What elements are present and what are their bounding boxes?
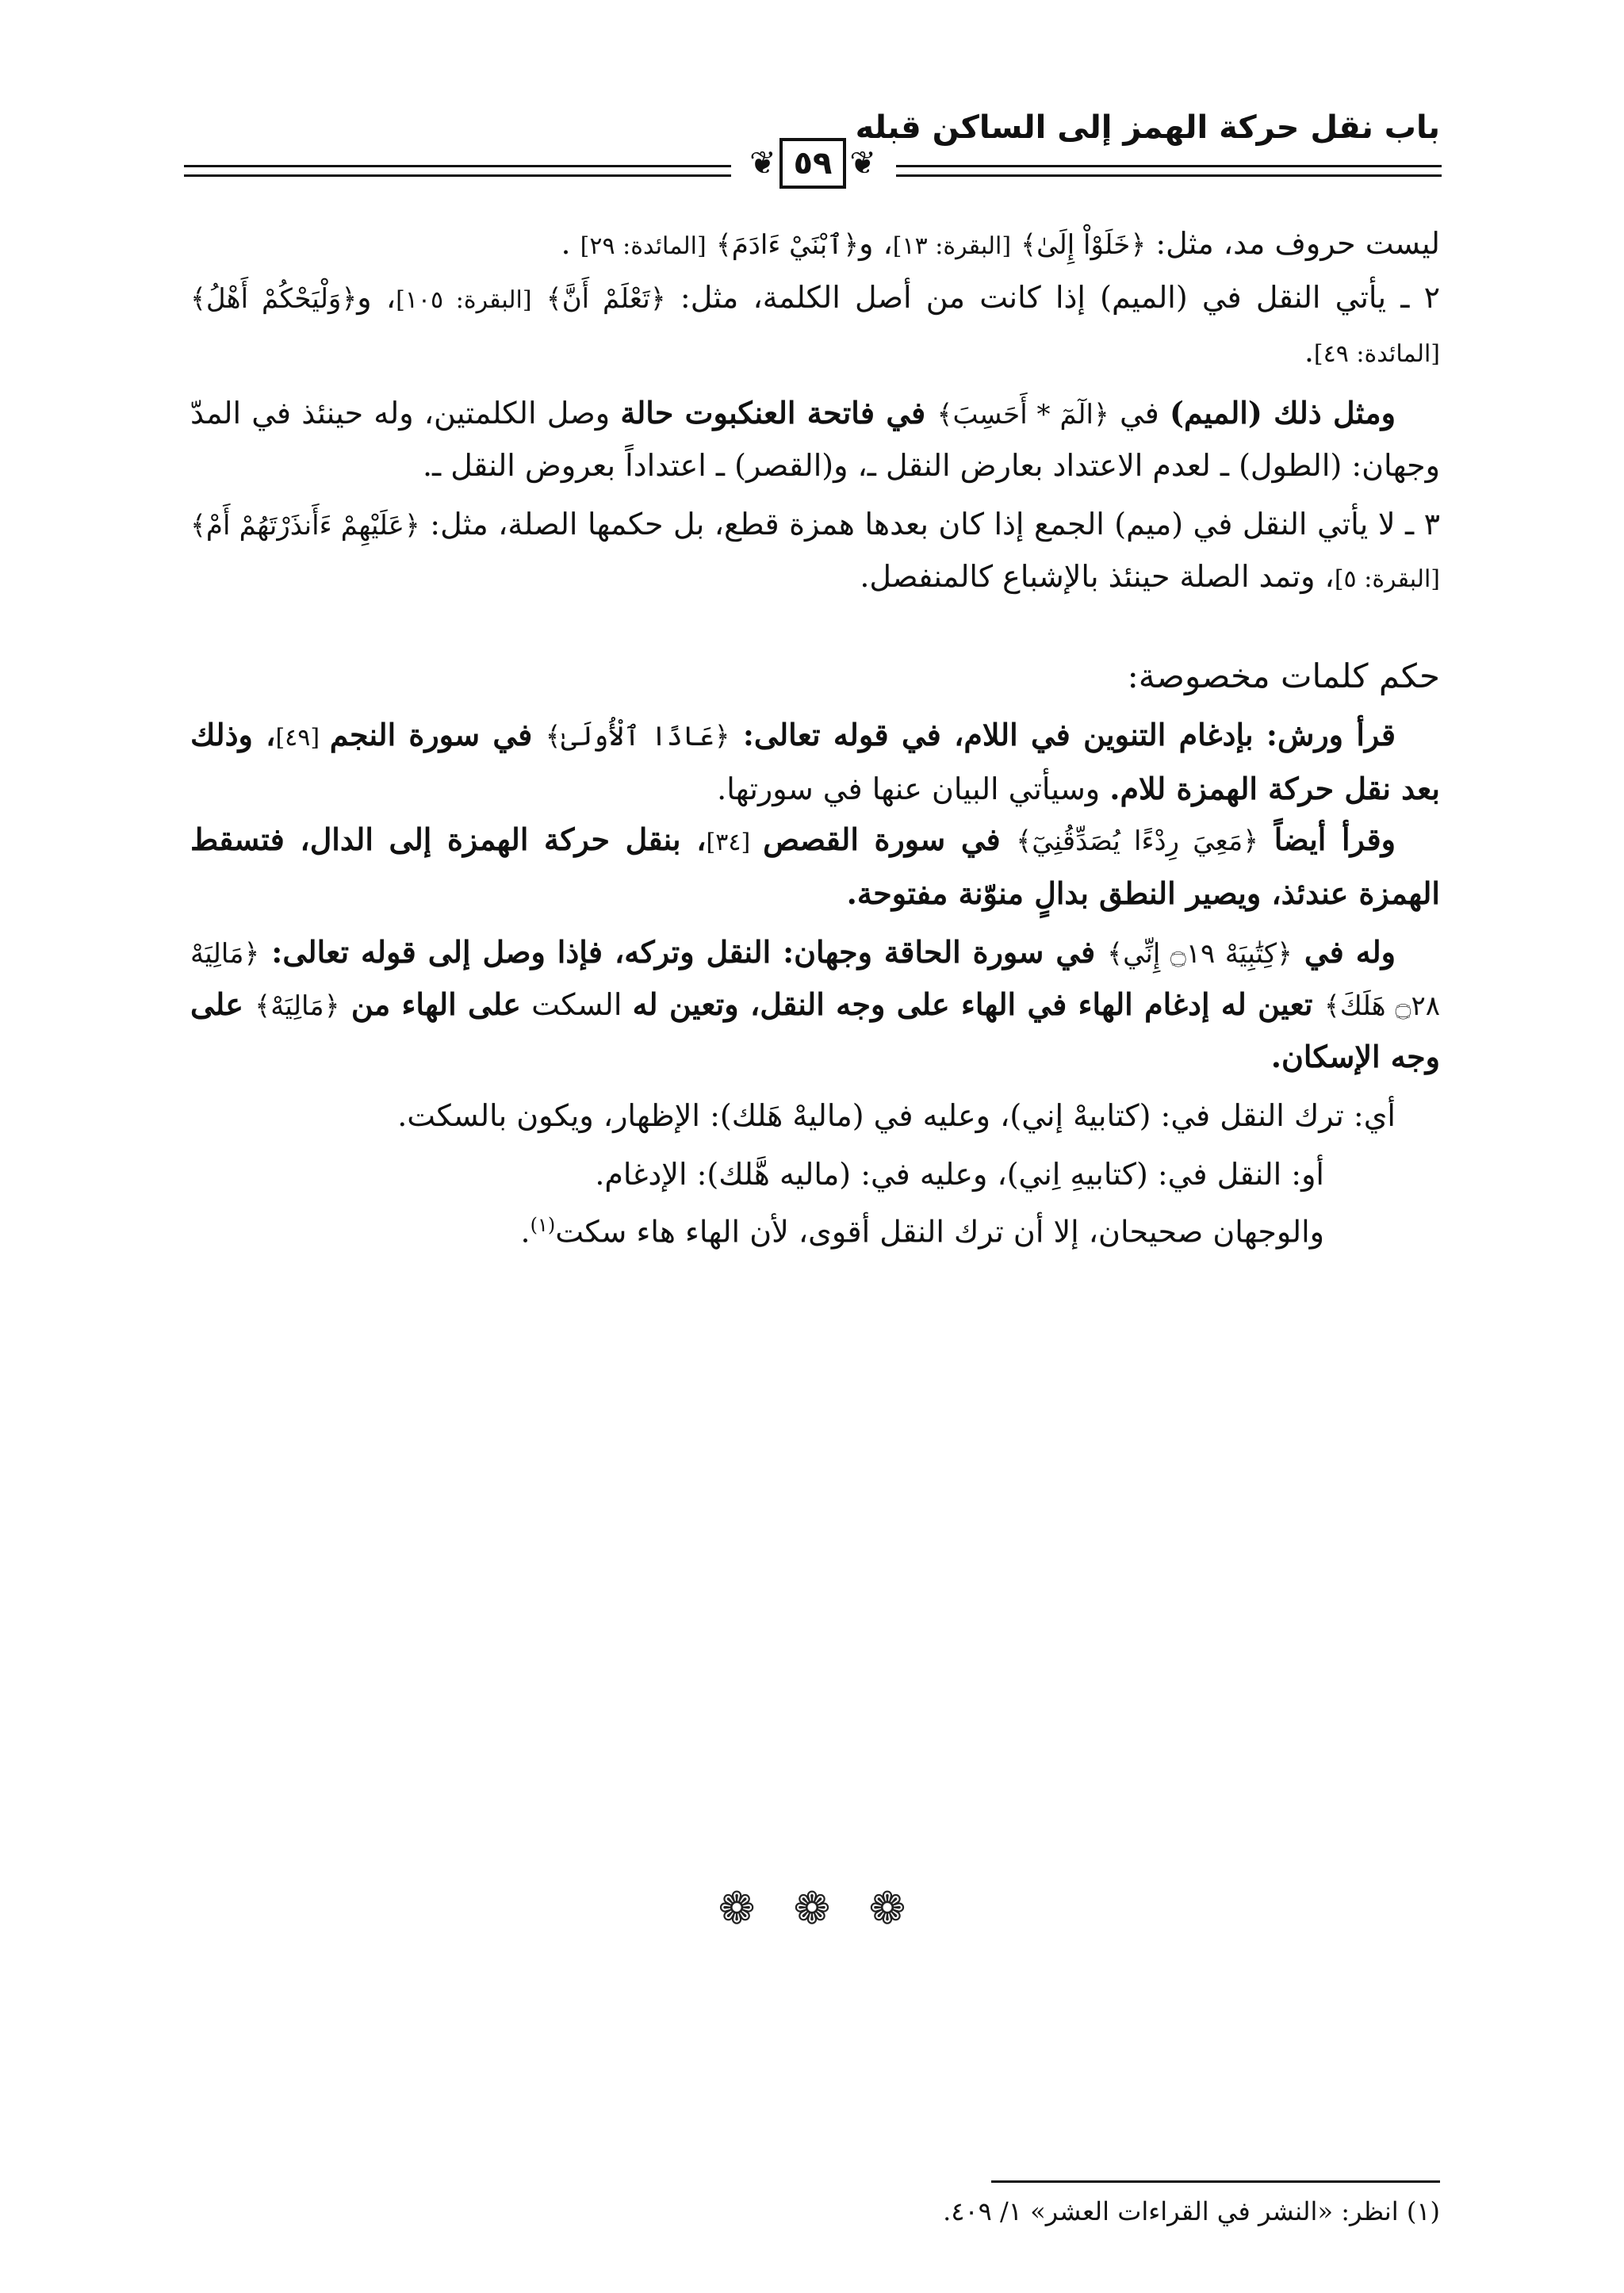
quran-quote: ﴿عَلَيْهِمْ ءَأَنذَرْتَهُمْ أَمْ﴾ (190, 510, 420, 542)
quran-quote: ﴿عَادًا ٱلْأُولَىٰ﴾ (545, 721, 730, 752)
quran-quote: ﴿تَعْلَمْ أَنَّ﴾ (546, 283, 666, 315)
section-divider (0, 1883, 1624, 1935)
quran-quote: ﴿ٱبْنَيْ ءَادَمَ﴾ (715, 229, 860, 261)
verse-reference: [٣٤] (706, 829, 764, 856)
paragraph-5: قرأ ورش: بإدغام التنوين في اللام، في قوله تعالى: ﴿عَادًا ٱلْأُولَىٰ﴾ في سورة النجم [٤٩]، وذلك بعد نقل حركة الهمزة للام. وسيأتي البيان عنها في سورتها. (190, 717, 1440, 806)
page-number-badge (737, 133, 888, 193)
quran-quote: ﴿كِتَٰبِيَهْ ۝١٩ إِنِّي﴾ (1107, 938, 1293, 970)
paragraph-2: ٢ ـ يأتي النقل في (الميم) إذا كانت من أصل الكلمة، مثل: ﴿تَعْلَمْ أَنَّ﴾ [البقرة: ١٠٥]، و﴿وَلْيَحْكُمْ أَهْلُ﴾ [المائدة: ٤٩]. (190, 280, 1440, 369)
paragraph-10: والوجهان صحيحان، إلا أن ترك النقل أقوى، لأن الهاء هاء سكت$^{(١)}$. (520, 1214, 1324, 1250)
header-rule-right (896, 165, 1442, 177)
quran-quote: ﴿مَالِيَهْ﴾ (255, 990, 340, 1022)
flower-ornament-icon: ❁ (868, 1883, 906, 1935)
list-number: ٣ ـ (1395, 507, 1441, 542)
paragraph-7: وله في ﴿كِتَٰبِيَهْ ۝١٩ إِنِّي﴾ في سورة الحاقة وجهان: النقل وتركه، فإذا وصل إلى قوله تعالى: ﴿مَالِيَهْ ۝٢٨ هَلَكَ﴾ تعين له إدغام الهاء في الهاء على وجه النقل، وتعين له السكت على الهاء من ﴿مَالِيَهْ﴾ على وجه الإسكان. (190, 934, 1440, 1074)
footnote: (١) انظر: «النشر في القراءات العشر» ١/ ٤٠٩. (943, 2196, 1440, 2226)
quran-quote: ﴿مَعِيَ رِدْءًا يُصَدِّقُنِيٓ﴾ (1016, 825, 1259, 857)
footnote-rule (991, 2180, 1440, 2183)
header-rule-left (184, 165, 731, 177)
quran-quote: ﴿الٓمٓ * أَحَسِبَ﴾ (936, 399, 1109, 431)
chapter-title: باب نقل حركة الهمز إلى الساكن قبله (855, 109, 1440, 146)
ornament-left-icon: ❦ (749, 145, 776, 182)
quran-quote: ﴿خَلَوْاْ إِلَىٰ﴾ (1021, 229, 1147, 261)
paragraph-3: ومثل ذلك (الميم) في ﴿الٓمٓ * أَحَسِبَ﴾ في فاتحة العنكبوت حالة وصل الكلمتين، وله حينئذ في المدّ وجهان: (الطول) ـ لعدم الاعتداد بعارض النقل ـ، و(القصر) ـ اعتداداً بعروض النقل ـ. (190, 395, 1440, 483)
paragraph-9: أو: النقل في: (كتابيهِ اِني)، وعليه في: (ماليه هَّلك): الإدغام. (595, 1157, 1324, 1192)
verse-reference: [البقرة: ١٠٥] (396, 286, 532, 314)
quran-quote: ﴿وَلْيَحْكُمْ أَهْلُ﴾ (190, 283, 358, 315)
flower-ornament-icon: ❁ (793, 1883, 831, 1935)
verse-reference: [البقرة: ١٣] (892, 232, 1012, 260)
footnote-reference[interactable]: (١) (530, 1214, 556, 1236)
flower-ornament-icon: ❁ (718, 1883, 756, 1935)
body-text (190, 218, 1440, 1258)
page-number: ٥٩ (779, 138, 847, 189)
paragraph-4: ٣ ـ لا يأتي النقل في (ميم) الجمع إذا كان بعدها همزة قطع، بل حكمها الصلة، مثل: ﴿عَلَيْهِمْ ءَأَنذَرْتَهُمْ أَمْ﴾ [البقرة: ٥]، وتمد الصلة حينئذ بالإشباع كالمنفصل. (190, 507, 1441, 594)
paragraph-8: أي: ترك النقل في: (كتابيهْ إني)، وعليه في (ماليهْ هَلك): الإظهار، ويكون بالسكت. (397, 1098, 1396, 1133)
section-heading: حكم كلمات مخصوصة: (1127, 657, 1440, 695)
paragraph-6: وقرأ أيضاً ﴿مَعِيَ رِدْءًا يُصَدِّقُنِيٓ﴾ في سورة القصص [٣٤]، بنقل حركة الهمزة إلى الدال، فتسقط الهمزة عندئذ، ويصير النطق بدالٍ منوّنة مفتوحة. (190, 821, 1440, 911)
list-number: ٢ ـ (1386, 280, 1440, 315)
verse-reference: [البقرة: ٥] (1334, 565, 1440, 593)
paragraph-1: ليست حروف مد، مثل: ﴿خَلَوْاْ إِلَىٰ﴾ [البقرة: ١٣]، و﴿ٱبْنَيْ ءَادَمَ﴾ [المائدة: ٢٩] . (561, 226, 1440, 261)
verse-reference: [٤٩] (275, 724, 330, 752)
verse-reference: [المائدة: ٤٩] (1313, 340, 1440, 368)
ornament-right-icon: ❦ (849, 145, 876, 182)
quran-quote: ﴿مَالِيَهْ ۝٢٨ هَلَكَ﴾ (190, 938, 1440, 1022)
verse-reference: [المائدة: ٢٩] (580, 232, 707, 260)
